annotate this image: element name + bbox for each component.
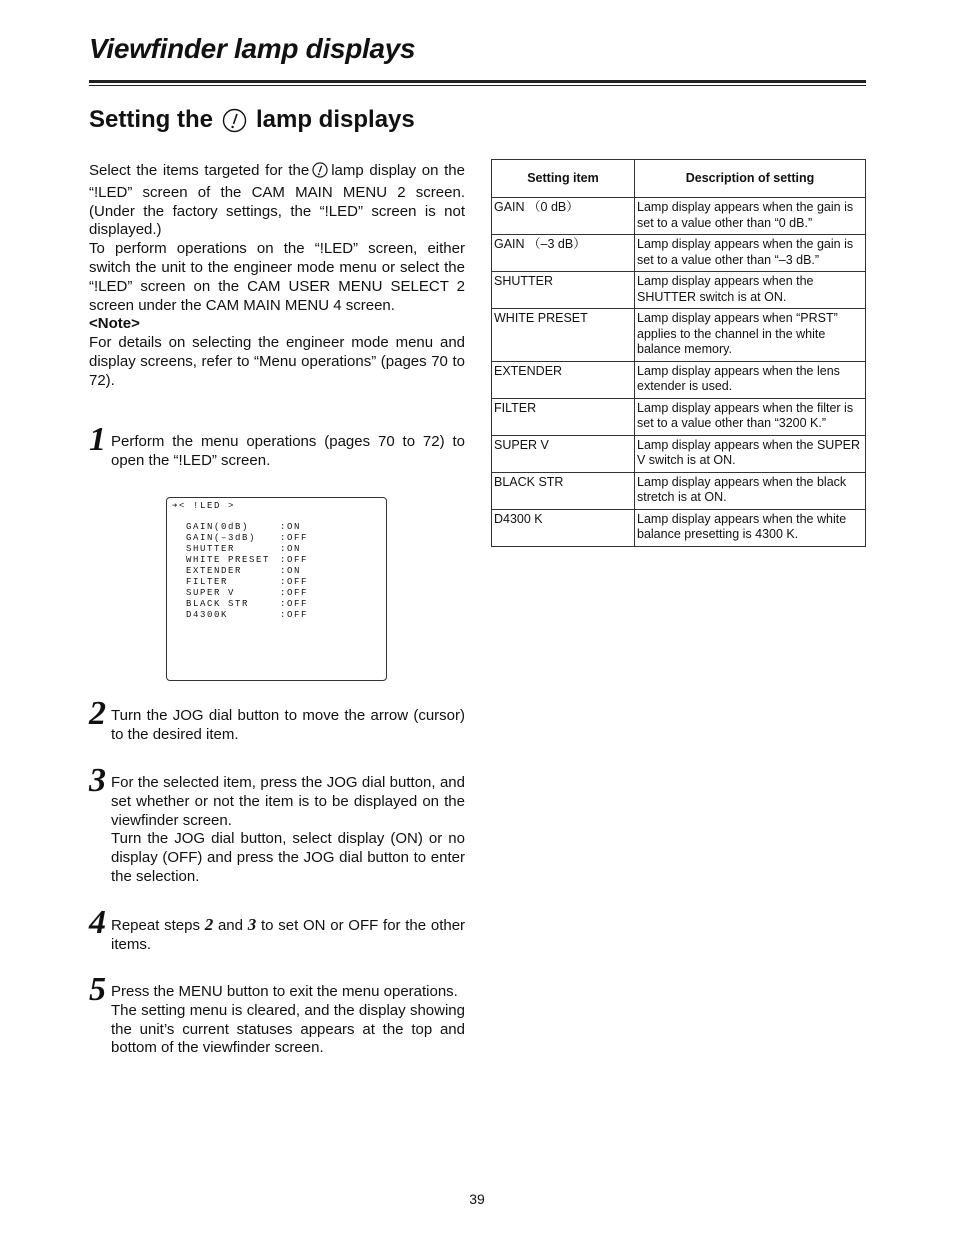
setting-description: Lamp display appears when the SUPER V switch is at ON. [635, 435, 866, 472]
setting-item: WHITE PRESET [492, 309, 635, 362]
menu-row: SUPER V :OFF [186, 588, 309, 598]
menu-screen-header: ➔< !LED > [172, 501, 236, 511]
setting-description: Lamp display appears when the SHUTTER switch is at ON. [635, 272, 866, 309]
settings-table [491, 159, 866, 547]
table-row [492, 435, 866, 472]
table-row [492, 235, 866, 272]
step-5 [89, 971, 465, 1058]
setting-description: Lamp display appears when the lens extender is used. [635, 361, 866, 398]
setting-item: SUPER V [492, 435, 635, 472]
step-text-2: The setting menu is cleared, and the display showing the unit’s current statuses appears at the top and bottom of the viewfinder screen. [111, 1001, 465, 1057]
setting-item: GAIN （0 dB） [492, 198, 635, 235]
step-text: Perform the menu operations (pages 70 to 72) to open the “!LED” screen. [111, 433, 465, 469]
table-row [492, 198, 866, 235]
table-row [492, 272, 866, 309]
step-3 [89, 762, 465, 887]
step-4 [89, 904, 466, 955]
setting-description: Lamp display appears when the gain is set to a value other than “–3 dB.” [635, 235, 866, 272]
step-2 [89, 695, 465, 745]
section-heading [89, 106, 415, 135]
section-heading-post: lamp displays [256, 106, 415, 133]
menu-row: WHITE PRESET :OFF [186, 555, 309, 565]
intro-paragraph-2: To perform operations on the “!LED” screen, either switch the unit to the engineer mode menu or select the “!LED” screen on the CAM USER MENU SELECT 2 screen under the CAM MAIN MENU 4 screen. [89, 240, 465, 314]
step-number: 2 [89, 695, 106, 732]
setting-item: FILTER [492, 398, 635, 435]
table-row [492, 472, 866, 509]
note-label: <Note> [89, 315, 140, 333]
note-text: For details on selecting the engineer mode menu and display screens, refer to “Menu operations” (pages 70 to 72). [89, 334, 465, 389]
step-text: Repeat steps 2 and 3 to set ON or OFF for the other items. [111, 915, 466, 953]
menu-row: GAIN(–3dB) :OFF [186, 533, 309, 543]
setting-description: Lamp display appears when the white balance presetting is 4300 K. [635, 509, 866, 546]
column-header: Description of setting [635, 160, 866, 198]
menu-screen-rows [186, 522, 308, 621]
page-number: 39 [469, 1191, 485, 1207]
setting-item: D4300 K [492, 509, 635, 546]
menu-row: BLACK STR :OFF [186, 599, 309, 609]
menu-row: EXTENDER :ON [186, 566, 302, 576]
intro-paragraph-1: Select the items targeted for the lamp display on the “!LED” screen of the CAM MAIN MENU 2 screen. (Under the factory settings, the “!LED” screen is not displayed.) [89, 162, 465, 239]
setting-description: Lamp display appears when the filter is set to a value other than “3200 K.” [635, 398, 866, 435]
title-rule [89, 80, 866, 83]
exclamation-circle-icon [222, 108, 247, 133]
setting-description: Lamp display appears when the gain is set to a value other than “0 dB.” [635, 198, 866, 235]
step-reference: 3 [247, 915, 257, 934]
intro-text [89, 162, 465, 391]
setting-description: Lamp display appears when “PRST” applies to the channel in the white balance memory. [635, 309, 866, 362]
menu-row: GAIN(0dB) :ON [186, 522, 302, 532]
step-number: 3 [89, 762, 106, 799]
table-row [492, 509, 866, 546]
menu-row: SHUTTER :ON [186, 544, 302, 554]
step-text-2: Turn the JOG dial button, select display (ON) or no display (OFF) and press the JOG dial button to enter the selection. [111, 830, 465, 885]
table-row [492, 398, 866, 435]
table-row [492, 309, 866, 362]
step-text: For the selected item, press the JOG dial button, and set whether or not the item is to be displayed on the viewfinder screen. [111, 774, 465, 829]
page-title: Viewfinder lamp displays [89, 33, 416, 64]
setting-item: SHUTTER [492, 272, 635, 309]
step-reference: 2 [204, 915, 214, 934]
menu-row: FILTER :OFF [186, 577, 309, 587]
table-row [492, 361, 866, 398]
title-rule-thin [89, 85, 866, 86]
step-number: 1 [89, 421, 106, 458]
menu-screen [166, 497, 387, 681]
setting-description: Lamp display appears when the black stretch is at ON. [635, 472, 866, 509]
setting-item: EXTENDER [492, 361, 635, 398]
table-header-row [492, 160, 866, 198]
setting-item: BLACK STR [492, 472, 635, 509]
section-heading-pre: Setting the [89, 106, 213, 133]
step-text: Press the MENU button to exit the menu operations. [111, 983, 458, 1000]
column-header: Setting item [492, 160, 635, 198]
step-1 [89, 421, 465, 471]
step-number: 4 [89, 904, 106, 941]
step-text: Turn the JOG dial button to move the arrow (cursor) to the desired item. [111, 707, 465, 743]
step-number: 5 [89, 971, 106, 1008]
exclamation-circle-icon [312, 162, 328, 184]
setting-item: GAIN （–3 dB） [492, 235, 635, 272]
menu-row: D4300K :OFF [186, 610, 309, 620]
